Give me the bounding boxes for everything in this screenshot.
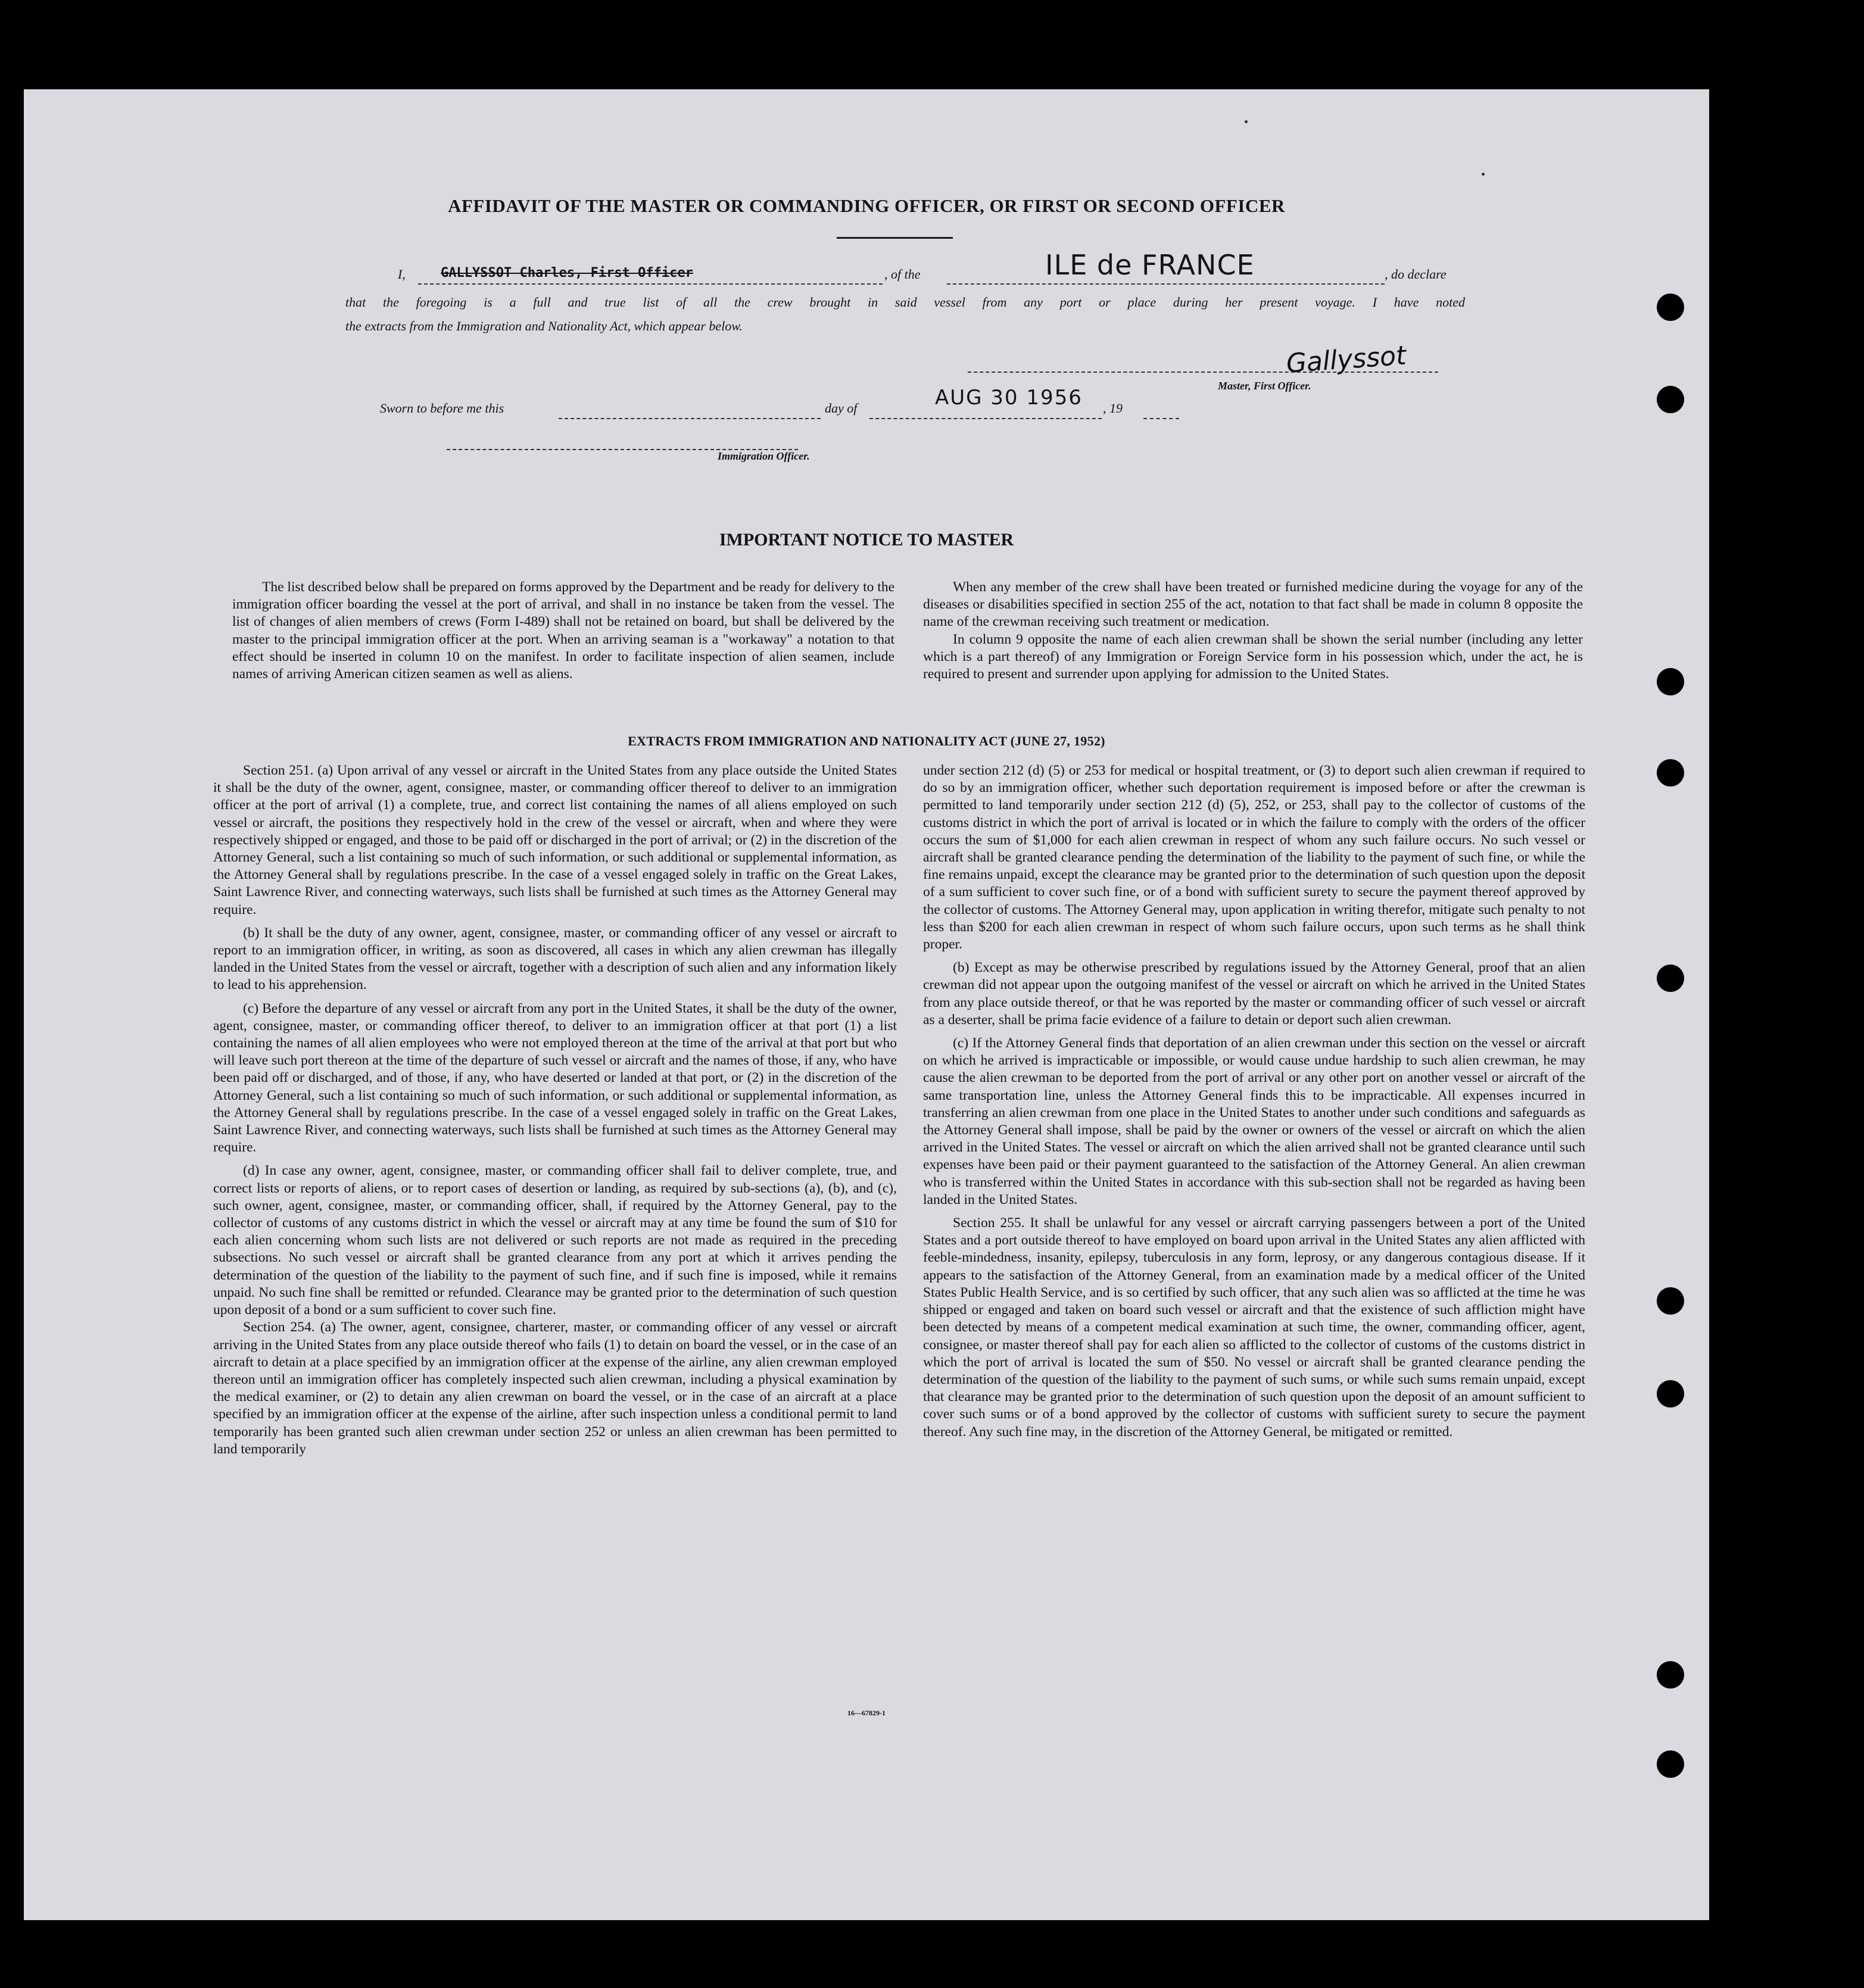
section-251-a: Section 251. (a) Upon arrival of any vessel or aircraft in the United States from any place outside the United States it shall be the duty of the owner, agent, consignee, master, or commanding officer thereof to deliver to an immigration officer at the port of arrival (1) a complete, true, and correct list containing the names of all aliens employed on such vessel or aircraft, the positions they respectively hold in the crew of the vessel or aircraft, when and where they were respectively shipped or engaged, and those to be paid off or discharged in the port of arrival; or (2) in the discretion of the Attorney General, such a list containing so much of such information, or such additional or supplemental information, as the Attorney General shall by regulations prescribe. In the case of a vessel engaged solely in traffic on the Great Lakes, Saint Lawrence River, and connecting waterways, such lists shall be furnished at such times as the Attorney General may require. (213, 763, 897, 917)
extracts-left-column (213, 762, 897, 1458)
punch-hole (1657, 668, 1684, 695)
signature-line (968, 363, 1438, 373)
officer-signature: Gallyssot (1285, 340, 1407, 379)
i-label: I, (398, 267, 406, 282)
form-number: 16—67829-1 (847, 1709, 886, 1717)
sworn-day-line (559, 405, 821, 419)
year-line (1143, 405, 1179, 419)
notice-right-paragraph-2: In column 9 opposite the name of each alien crewman shall be shown the serial number (including any letter which is a part thereof) of any Immigration or Foreign Service form in his possession which, under the act, he is required to present and surrender upon applying for admission to the United States. (923, 631, 1583, 682)
immigration-officer-line (447, 441, 798, 450)
signature-caption: Master, First Officer. (1218, 380, 1311, 392)
punch-hole (1657, 965, 1684, 992)
extracts-right-column (923, 762, 1585, 1441)
officer-name: GALLYSSOT Charles, First Officer (441, 266, 693, 280)
punch-hole (1657, 386, 1684, 413)
notice-left-paragraph: The list described below shall be prepared on forms approved by the Department and be ready for delivery to the immigration officer boarding the vessel at the port of arrival, and shall in no instance be taken from the vessel. The list of changes of alien members of crews (Form I-489) shall not be retained on board, but shall be delivered by the master to the principal immigration officer at the port. When an arriving seaman is a "workaway" a notation to that effect should be inserted in column 10 on the manifest. In order to facilitate inspection of alien seamen, include names of arriving American citizen seamen as well as aliens. (232, 579, 894, 682)
section-254-c: (c) If the Attorney General finds that deportation of an alien crewman under this section on the vessel or aircraft on which he arrived is impracticable or impossible, or would cause undue hardship to such alien crewman, he may cause the alien crewman to be deported from the port of arrival or any other port on another vessel or aircraft of the same transportation line, unless the Attorney General finds this to be impracticable. All expenses incurred in transferring an alien crewman from one place in the United States to another under such conditions and safeguards as the Attorney General shall impose, shall be paid by the owner or owners of the vessel or aircraft on which the alien arrived in the United States. The vessel or aircraft on which the alien arrived shall not be granted clearance until such expenses have been paid or their payment guaranteed to the satisfaction of the Attorney General. An alien crewman who is transferred within the United States in accordance with this sub-section shall not be regarded as having been landed in the United States. (923, 1035, 1585, 1207)
section-254-a-continued: under section 212 (d) (5) or 253 for medical or hospital treatment, or (3) to deport such alien crewman if required to do so by an immigration officer, whether such deportation requirement is imposed before or after the crewman is permitted to land temporarily under section 212 (d) (5), 252, or 253, shall pay to the collector of customs of the customs district in which the port of arrival is located or in which the failure to comply with the orders of the officer occurs the sum of $1,000 for each alien crewman in respect of whom any such failure occurs. No such vessel or aircraft shall be granted clearance pending the determination of the liability to the payment of such fine, or while the fine remains unpaid, except the clearance may be granted prior to the determination of such question upon the deposit of a sum sufficient to cover such fine, or of a bond with sufficient surety to secure the payment thereof approved by the collector of customs. The Attorney General may, upon application in writing therefor, mitigate such penalty to not less than $200 for each alien crewman in respect of whom such failure occurs, upon such terms as he shall think proper. (923, 763, 1585, 953)
year-label: , 19 (1103, 401, 1123, 416)
day-of-label: day of (825, 401, 858, 416)
section-254-a: Section 254. (a) The owner, agent, consignee, charterer, master, or commanding officer of any vessel or aircraft arriving in the United States from any place outside thereof who fails (1) to detain on board the vessel, or in the case of an aircraft to detain at a place specified by an immigration officer at the expense of the airline, any alien crewman employed thereon until an immigration officer has completely inspected such alien crewman, including a physical examination by the medical examiner, or (2) to detain any alien crewman on board the vessel, or in the case of an aircraft at a place specified by an immigration officer at the expense of the airline, after such inspection unless a conditional permit to land temporarily has been granted such alien crewman under section 252 or unless an alien crewman has been permitted to land temporarily (213, 1319, 897, 1457)
date-stamp: AUG 30 1956 (935, 386, 1083, 410)
section-254-b: (b) Except as may be otherwise prescribed by regulations issued by the Attorney General, proof that an alien crewman did not appear upon the outgoing manifest of the vessel or aircraft on which he arrived in the United States from any place outside thereof, or that he was reported by the master or commanding officer of such vessel or aircraft as a deserter, shall be prima facie evidence of a failure to detain or deport such alien crewman. (923, 960, 1585, 1028)
punch-hole (1657, 1661, 1684, 1689)
do-declare-label: , do declare (1385, 267, 1447, 282)
punch-hole (1657, 1380, 1684, 1407)
page-title: AFFIDAVIT OF THE MASTER OR COMMANDING OFFICER, OR FIRST OR SECOND OFFICER (448, 195, 1285, 216)
notice-heading: IMPORTANT NOTICE TO MASTER (719, 530, 1014, 550)
notice-right-paragraph-1: When any member of the crew shall have been treated or furnished medicine during the voyage for any of the diseases or disabilities specified in section 255 of the act, notation to that fact shall be made in column 8 opposite the name of the crewman receiving such treatment or medication. (923, 579, 1583, 630)
section-251-d: (d) In case any owner, agent, consignee, master, or commanding officer shall fail to deliver complete, true, and correct lists or reports of aliens, or to report cases of desertion or landing, as required by sub-sections (a), (b), and (c), such owner, agent, consignee, master, or commanding officer, shall, if required by the Attorney General, pay to the collector of customs of any customs district in which the vessel or aircraft may at any time be found the sum of $10 for each alien concerning whom such lists are not delivered or such reports are not made as required in the preceding subsections. No such vessel or aircraft shall be granted clearance from any port at which it arrives pending the determination of the question of the liability to the payment of such fine, and if such fine is imposed, while it remains unpaid. No such fine shall be remitted or refunded. Clearance may be granted prior to the determination of such question upon deposit of a bond or a sum sufficient to cover such fine. (213, 1163, 897, 1318)
section-251-b: (b) It shall be the duty of any owner, agent, consignee, master, or commanding officer of any vessel or aircraft to report to an immigration officer, in writing, as soon as discovered, all cases in which any alien crewman has illegally landed in the United States from the vessel or aircraft, together with a description of such alien and any information likely to lead to his apprehension. (213, 925, 897, 993)
paper-speck (1245, 120, 1248, 123)
notice-left-column (232, 579, 894, 683)
notice-right-column (923, 579, 1583, 683)
affidavit-line-2: that the foregoing is a full and true list of all the crew brought in said vessel from any port or place during her present voyage. I have noted (345, 295, 1465, 310)
affidavit-line-3: the extracts from the Immigration and Nationality Act, which appear below. (345, 319, 743, 333)
vessel-name: ILE de FRANCE (1045, 249, 1255, 281)
punch-hole (1657, 759, 1684, 787)
section-251-c: (c) Before the departure of any vessel or aircraft from any port in the United States, it shall be the duty of the owner, agent, consignee, master, or commanding officer thereof, to deliver to an immigration officer at that port (1) a list containing the names of all alien employees who were not employed thereon at the time of the arrival at that port but who will leave such port thereon at the time of the departure of such vessel or aircraft and the names of those, if any, who have been paid off or discharged, and of those, if any, who have deserted or landed at that port, or (2) in the discretion of the Attorney General, such a list containing so much of such information, or such additional or supplemental information, as the Attorney General shall by regulations prescribe. In the case of a vessel engaged solely in traffic on the Great Lakes, Saint Lawrence River, and connecting waterways, such lists shall be furnished at such times as the Attorney General may require. (213, 1000, 897, 1156)
title-divider (837, 237, 953, 239)
paper-speck (1482, 173, 1485, 176)
sworn-label: Sworn to before me this (380, 401, 504, 416)
punch-hole (1657, 1750, 1684, 1778)
punch-hole (1657, 1287, 1684, 1315)
extracts-heading: EXTRACTS FROM IMMIGRATION AND NATIONALITY ACT (JUNE 27, 1952) (628, 734, 1105, 748)
section-255: Section 255. It shall be unlawful for any vessel or aircraft carrying passengers between a port of the United States and a port outside thereof to have employed on board upon arrival in the United States any alien afflicted with feeble-mindedness, insanity, epilepsy, tuberculosis in any form, leprosy, or any dangerous contagious disease. If it appears to the satisfaction of the Attorney General, from an examination made by a medical officer of the United States Public Health Service, and is so certified by such officer, that any such alien was so afflicted at the time he was shipped or engaged and taken on board such vessel or aircraft and that the existence of such affliction might have been detected by means of a competent medical examination at such time, the owner, commanding officer, agent, consignee, or master thereof shall pay for each alien so afflicted to the collector of customs of the customs district in which the port of arrival is located the sum of $50. No vessel or aircraft shall be granted clearance pending the determination of the question of the liability to the payment of such sums, or while such sums remain unpaid, except that clearance may be granted prior to the determination of such question upon the deposit of an amount sufficient to cover such sums or of a bond approved by the collector of customs with sufficient surety to secure the payment thereof. Any such fine may, in the discretion of the Attorney General, be mitigated or remitted. (923, 1215, 1585, 1440)
immigration-officer-label: Immigration Officer. (718, 450, 810, 462)
document-page (24, 89, 1709, 1920)
of-the-label: , of the (884, 267, 921, 282)
punch-hole (1657, 294, 1684, 321)
